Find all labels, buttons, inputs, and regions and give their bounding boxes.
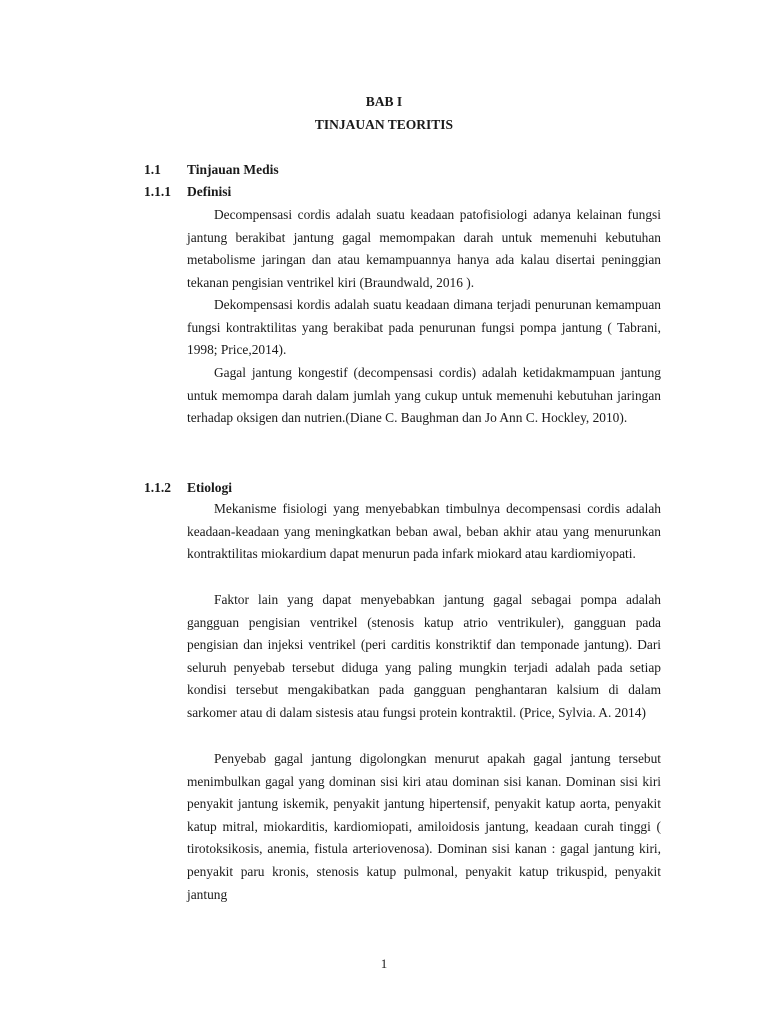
chapter-title: TINJAUAN TEORITIS [314,117,454,132]
section-title: Etiologi [187,480,233,495]
definisi-paragraph-2: Dekompensasi kordis adalah suatu keadaan dimana terjadi penurunan kemampuan fungsi kontraktilitas yang berakibat pada penurunan fungsi pompa jantung ( Tabrani, 1998; Price,2014). [187,297,661,358]
page-number: 1 [380,956,388,971]
section-number: 1.1.1 [144,184,171,199]
section-heading-definisi [144,184,231,200]
section-number: 1.1.2 [144,480,171,495]
etiologi-paragraph-2: Faktor lain yang dapat menyebabkan jantung gagal sebagai pompa adalah gangguan pengisian ventrikel (stenosis katup atrio ventrikuler), gangguan pada pengisian dan injeksi ventrikel (peri carditis konstriktif dan temponade jantung). Dari seluruh penyebab tersebut diduga yang paling mungkin terjadi adalah pada setiap kondisi tersebut mengakibatkan pada gangguan penghantaran kalsium di dalam sarkomer atau di dalam sistesis atau fungsi protein kontraktil. (Price, Sylvia. A. 2014) [187,592,661,720]
section-heading-etiologi [144,480,232,496]
section-number: 1.1 [144,162,161,177]
section-title: Definisi [187,184,232,199]
chapter-label: BAB I [365,94,403,109]
etiologi-paragraph-3: Penyebab gagal jantung digolongkan menurut apakah gagal jantung tersebut menimbulkan gagal yang dominan sisi kiri atau dominan sisi kanan. Dominan sisi kiri penyakit jantung iskemik, penyakit jantung hipertensif, penyakit katup aorta, penyakit katup mitral, miokarditis, kardiomiopati, amiloidosis jantung, keadaan curah tinggi ( tirotoksikosis, anemia, fistula arteriovenosa). Dominan sisi kanan : gagal jantung kiri, penyakit paru kronis, stenosis katup pulmonal, penyakit katup trikuspid, penyakit jantung [187,751,661,902]
section-heading-tinjauan-medis [144,162,279,178]
definisi-paragraph-1: Decompensasi cordis adalah suatu keadaan patofisiologi adanya kelainan fungsi jantung berakibat jantung gagal memompakan darah untuk memenuhi kebutuhan metabolisme jaringan dan atau kemampuannya hanya ada kalau disertai peninggian tekanan pengisian ventrikel kiri (Braundwald, 2016 ). [187,207,661,290]
definisi-paragraph-3: Gagal jantung kongestif (decompensasi cordis) adalah ketidakmampuan jantung untuk memompa darah dalam jumlah yang cukup untuk memenuhi kebutuhan jaringan terhadap oksigen dan nutrien.(Diane C. Baughman dan Jo Ann C. Hockley, 2010). [187,365,661,426]
section-title: Tinjauan Medis [187,162,279,177]
etiologi-paragraph-1: Mekanisme fisiologi yang menyebabkan timbulnya decompensasi cordis adalah keadaan-keadaan yang meningkatkan beban awal, beban akhir atau yang menurunkan kontraktilitas miokardium dapat menurun pada infark miokard atau kardiomiyopati. [187,501,661,562]
